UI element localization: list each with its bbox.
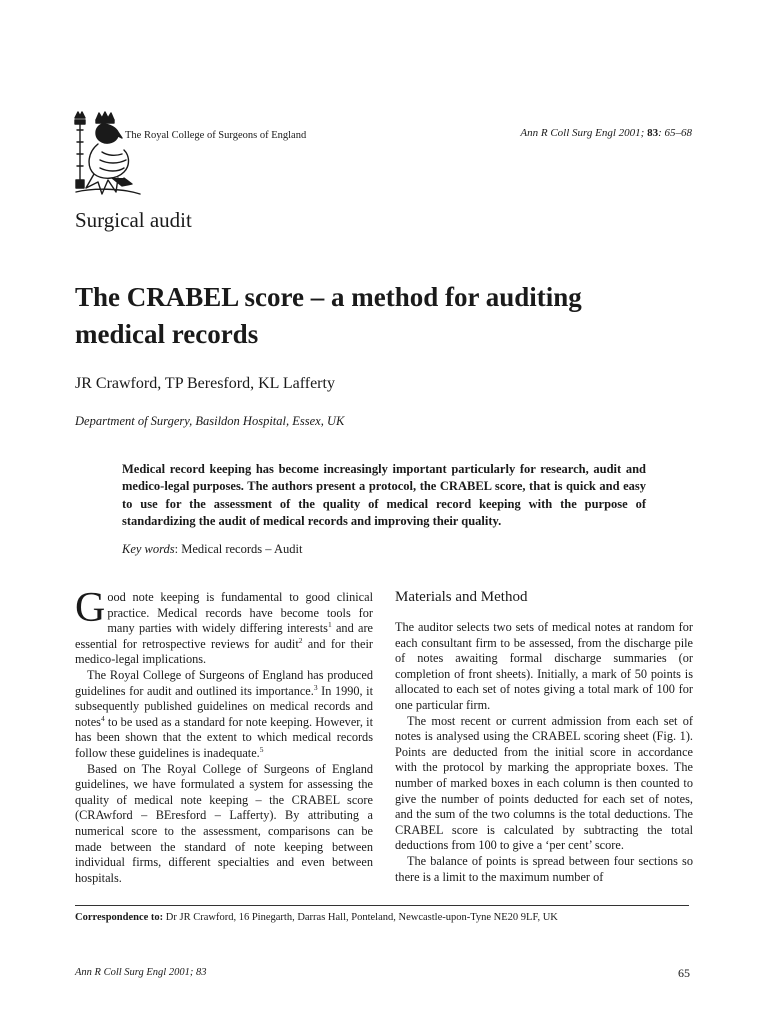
reference-marker: 3 [313,682,318,692]
article-title-line-2: medical records [75,319,259,349]
text-run: ood note keeping is fundamental to good clinical practice. Medical records have become tools for many parties with widely differing interests [107,590,373,636]
section-label: Surgical audit [75,208,192,232]
abstract: Medical record keeping has become increasingly important particularly for research, audit and medico-legal purposes. The authors present a protocol, the CRABEL score, that is quick and easy to use for the assessment of the quality of medical record keeping with the purpose of standardizing the audit of medical records and improving their quality. [122,462,646,529]
intro-paragraph-1 [75,585,374,668]
page-number: 65 [678,966,690,980]
text-run: and are essential for retrospective reviews for audit [75,621,374,651]
materials-method-heading: Materials and Method [395,589,528,605]
citation-prefix: Ann R Coll Surg Engl 2001; [520,127,648,139]
text-run: and for their medico-legal implications. [75,636,373,667]
author-list: JR Crawford, TP Beresford, KL Lafferty [75,375,335,392]
royal-college-crest-logo [72,108,144,198]
footer-journal: Ann R Coll Surg Engl 2001; 83 [75,967,207,978]
correspondence-note [75,912,558,923]
body-right-column [395,620,693,885]
intro-paragraph-3: Based on The Royal College of Surgeons of England guidelines, we have formulated a system for assessing the quality of medical note keeping – the CRABEL score (CRAwford – BEresford – Lafferty). By attributing a numerical score to the assessment, comparisons can be made between the standard of note keeping between individual firms, different specialties and even between hospitals. [75,761,373,885]
text-run: The Royal College of Surgeons of England has produced guidelines for audit and outlined its importance. [75,667,373,698]
reference-marker: 5 [259,744,264,754]
keywords [122,542,302,557]
keywords-text: : Medical records – Audit [174,542,303,556]
citation-pages: : 65–68 [658,127,692,139]
author-affiliation: Department of Surgery, Basildon Hospital, Essex, UK [75,414,345,428]
body-left-column [75,585,374,886]
journal-citation [520,127,692,139]
text-run: to be used as a standard for note keeping. However, it has been shown that the extent to which medical records follow these guidelines is inadequate. [75,714,373,760]
article-title [75,279,715,353]
text-run: In 1990, it subsequently published guidelines on medical records and notes [75,683,373,729]
reference-marker: 2 [298,635,303,645]
keywords-label: Key words [122,542,175,556]
reference-marker: 1 [327,620,332,630]
correspondence-label: Correspondence to: [75,912,164,923]
reference-marker: 4 [100,713,105,723]
college-name: The Royal College of Surgeons of England [125,130,307,141]
intro-paragraph-2 [75,668,373,762]
article-title-line-1: The CRABEL score – a method for auditing [75,282,582,312]
citation-volume: 83 [647,127,659,139]
correspondence-text: Dr JR Crawford, 16 Pinegarth, Darras Hall, Ponteland, Newcastle-upon-Tyne NE20 9LF, UK [163,912,558,923]
methods-paragraph-2: The most recent or current admission from each set of notes is analysed using the CRABEL scoring sheet (Fig. 1). Points are deducted from the initial score in accordance with the protocol by marking the appropriate boxes. The number of marked boxes in each column is then counted to give the number of points deducted for each set of notes, and the sum of the two columns is the total deductions. The CRABEL score is calculated by subtracting the total deductions from 100 to give a ‘per cent’ score. [395,713,693,853]
methods-paragraph-1: The auditor selects two sets of medical notes at random for each consultant firm to be assessed, from the discharge pile of notes awaiting formal discharge summaries (or completion of front sheets). Initially, a mark of 50 points is allocated to each set of notes giving a total mark of 100 for one particular firm. [395,620,693,712]
drop-cap: G [75,585,106,631]
footnote-divider [75,905,689,906]
methods-paragraph-3: The balance of points is spread between four sections so there is a limit to the maximum number of [395,853,693,884]
